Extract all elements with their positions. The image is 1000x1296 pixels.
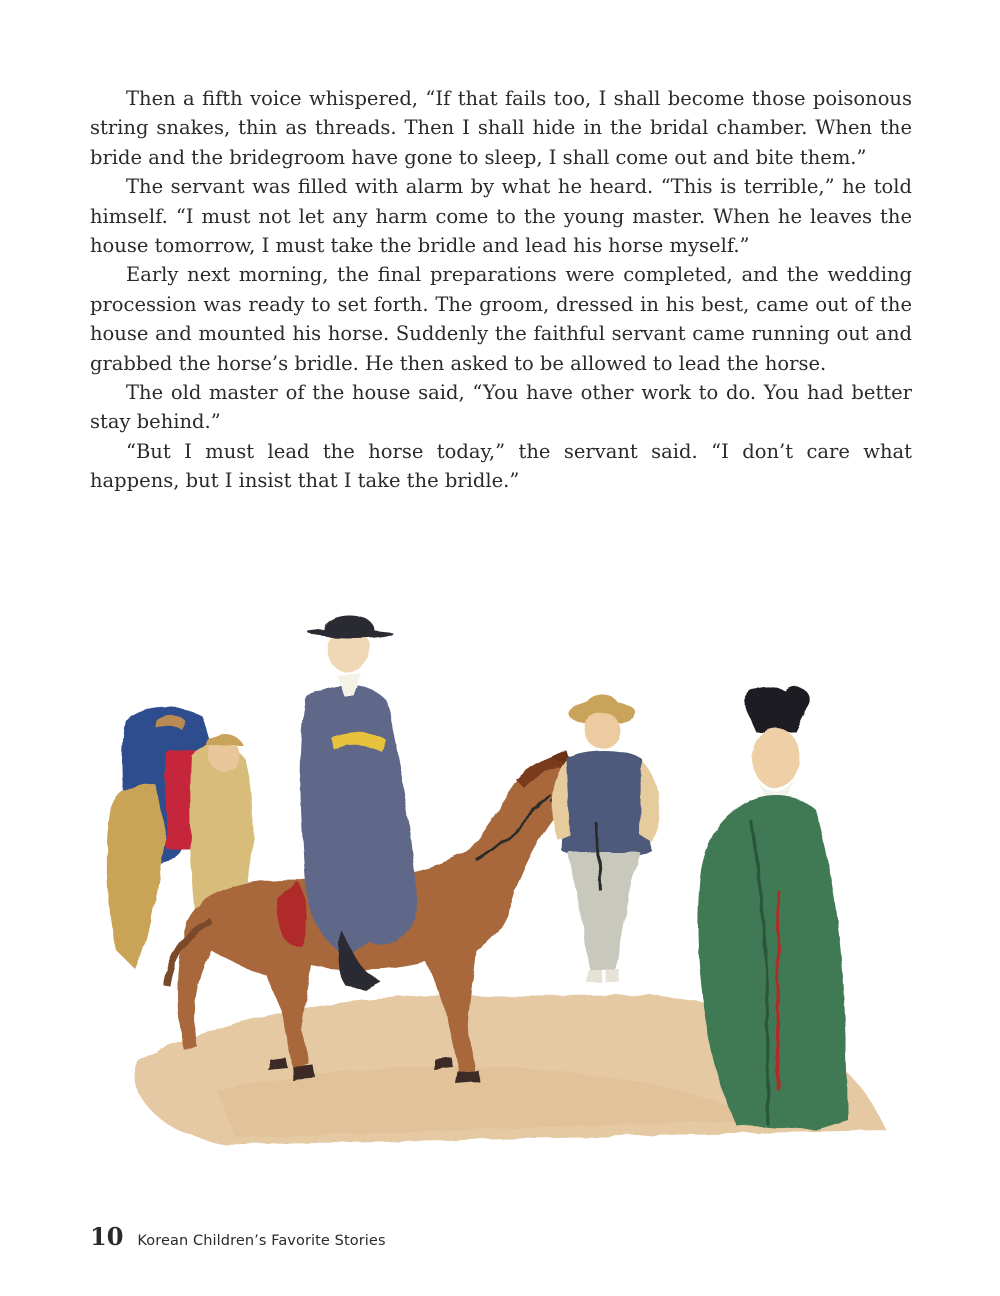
story-text xyxy=(90,84,912,496)
wedding-procession-illustration xyxy=(96,590,906,1150)
paragraph-servant-insists: “But I must lead the horse today,” the servant said. “I don’t care what happens, but I insist that I take the bridle.” xyxy=(90,439,912,493)
servant-figure xyxy=(552,695,659,983)
book-title: Korean Children’s Favorite Stories xyxy=(137,1233,386,1249)
page-footer xyxy=(90,1222,386,1252)
paragraph-old-master: The old master of the house said, “You have other work to do. You had better stay behind.” xyxy=(90,381,912,434)
paragraph-servant-alarm: The servant was filled with alarm by what he heard. “This is terrible,” he told himself. “I must not let any harm come to the young master. When he leaves the house tomorrow, I must take the bridle and lead his horse myself.” xyxy=(90,175,912,258)
old-master-figure xyxy=(698,687,848,1130)
page-number: 10 xyxy=(90,1222,124,1251)
paragraph-fifth-voice: Then a fifth voice whispered, “If that fails too, I shall become those poisonous string snakes, thin as threads. Then I shall hide in the bridal chamber. When the bride and the bridegroom have gone to sleep, I shall come out and bite them.” xyxy=(90,87,912,169)
paragraph-next-morning: Early next morning, the final preparations were completed, and the wedding procession was ready to set forth. The groom, dressed in his best, came out of the house and mounted his horse. Suddenly the faithful servant came running out and grabbed the horse’s bridle. He then asked to be allowed to lead the horse. xyxy=(90,263,912,375)
